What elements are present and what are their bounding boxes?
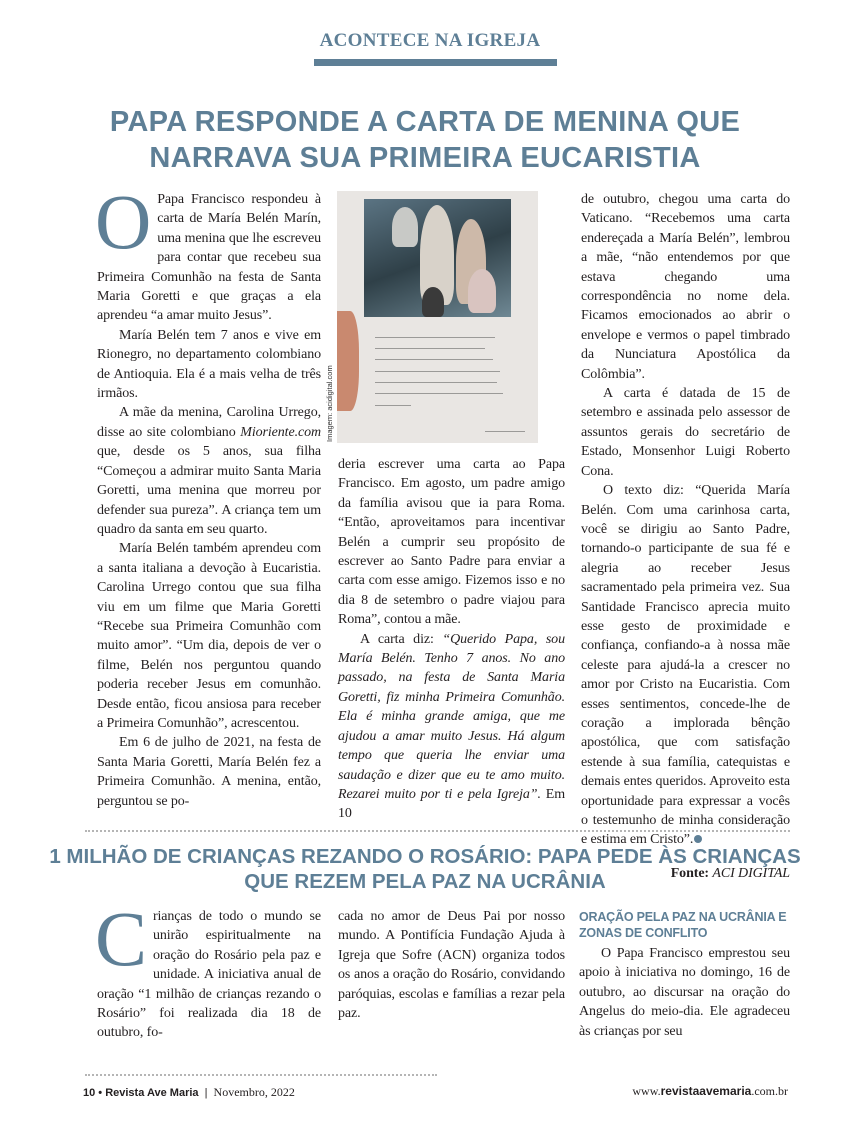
paragraph-text: que, desde os 5 anos, sua filha “Começou a admirar muito Santa Maria Goretti, uma menina que morreu por defender sua pureza”. A criança tem um quadro da santa em seu quarto. [97, 444, 321, 537]
paragraph-text: Em 10 [338, 786, 565, 822]
paragraph [95, 178, 321, 326]
section-tag: ACONTECE NA IGREJA [319, 30, 541, 51]
family-photo [364, 199, 511, 317]
section-divider [85, 830, 790, 832]
paragraph-text: O texto diz: “Querida María Belén. Com uma carinhosa carta, você se dirigiu ao Santo Padre, tornando-o participante de sua fé e alegria ao receber Jesus sacramentado pela primeira vez. Sua Santidade Francisco aprecia muito esse gesto de proximidade e confiança, confiando-a à nossa mãe celeste para ajudá-la a crescer no amor por Cristo na Eucaristia. Com esses sentimentos, concede-lhe de coração a implorada bênção apostólica, que com satisfação estende à sua família, catequistas e demais entes queridos. Aproveito esta oportunidade para expressar a vocês o testemunho de minha consideração e estima em Cristo”. [581, 483, 790, 848]
article2-column-3 [579, 909, 790, 1041]
article1-column-1 [95, 178, 321, 811]
url-prefix: www. [632, 1084, 661, 1098]
subheading: ORAÇÃO PELA PAZ NA UCRÂNIA E ZONAS DE CONFLITO [579, 910, 787, 940]
drop-cap: C [95, 895, 147, 982]
paragraph: de outubro, chegou uma carta do Vaticano. “Recebemos uma carta endereçada a María Belén”, lembrou a mãe, “não entendemos por que estava chegando uma correspondência no nome dela. Ficamos emocionados ao abrir o envelope e vermos o papel timbrado da Nunciatura Apostólica da Colômbia”. [581, 192, 790, 382]
paragraph [338, 630, 565, 824]
paragraph: María Belén também aprendeu com a santa italiana a devoção à Eucaristia. Carolina Urrego contou que sua filha viu em um filme que Maria Goretti “Recebe sua Primeira Comunhão com muito amor”. “Um dia, depois de ver o filme, Belén nos perguntou quando poderia receber Jesus em comunhão. Desde então, ficou ansiosa para receber a Primeira Comunhão”, acrescentou. [97, 541, 321, 731]
hand [337, 311, 359, 411]
page-number: 10 • Revista Ave Maria [83, 1087, 199, 1099]
letter-quote: “Querido Papa, sou María Belén. Tenho 7 anos. No ano passado, na festa de Santa Maria Goretti, fiz minha Primeira Comunhão. Ela é minha grande amiga, que me ajudou a amar muito Jesus. Há algum tempo que queria lhe enviar uma saudação e dizer que eu te amo muito. Rezarei muito por ti e pela Igreja”. [338, 631, 565, 802]
url-domain: revistaavemaria [660, 1084, 752, 1098]
paragraph: deria escrever uma carta ao Papa Francisco. Em agosto, um padre amigo da família avisou que ia para Roma. “Então, aproveitamos para incentivar Belén a cumprir seu propósito de escrever ao Santo Padre para enviar a carta com esse amigo. Fizemos isso e no dia 8 de setembro o padre viajou para Roma”, contou a mãe. [338, 457, 565, 628]
letter-photo [337, 191, 538, 443]
end-mark-icon [694, 835, 702, 843]
footer-website[interactable] [632, 1084, 788, 1099]
photo-credit: Imagem: acidigital.com [325, 365, 334, 442]
paragraph [97, 403, 321, 539]
article2-column-1 [95, 895, 321, 1043]
section-bar [314, 59, 557, 66]
site-name: Mioriente.com [240, 424, 321, 440]
url-suffix: .com.br [751, 1084, 788, 1098]
article2-column-2 [338, 907, 565, 1023]
footer-divider [85, 1074, 437, 1076]
paragraph-text: rianças de todo o mundo se unirão espiritualmente na oração do Rosário pela paz e unidade. A iniciativa anual de oração “1 milhão de crianças rezando o Rosário” foi realizada dia 18 de outubro, fo- [97, 909, 321, 1041]
paragraph [95, 895, 321, 1043]
issue-date: Novembro, 2022 [213, 1085, 295, 1099]
article1-column-3 [581, 190, 790, 883]
paragraph: A carta é datada de 15 de setembro e assinada pelo assessor de assuntos gerais do secretário de Estado, Monsenhor Luigi Roberto Cona. [581, 386, 790, 479]
source-label: Fonte: [670, 865, 709, 881]
paragraph [581, 481, 790, 850]
paragraph: Em 6 de julho de 2021, na festa de Santa Maria Goretti, María Belén fez a Primeira Comunhão. A menina, então, perguntou se po- [97, 735, 321, 809]
paragraph-text: Papa Francisco respondeu à carta de María Belén Marín, uma menina que lhe escreveu para contar que recebeu sua Primeira Comunhão na festa de Santa Maria Goretti e que graças a ela aprendeu “a amar muito Jesus”. [97, 192, 321, 324]
article2-headline: 1 MILHÃO DE CRIANÇAS REZANDO O ROSÁRIO: PAPA PEDE ÀS CRIANÇAS QUE REZEM PELA PAZ NA UCRÂNIA [49, 845, 801, 893]
separator: | [204, 1087, 208, 1099]
paragraph: cada no amor de Deus Pai por nosso mundo. A Pontifícia Fundação Ajuda à Igreja que Sofre (ACN) organiza todos os anos a oração do Rosário, convidando paróquias, escolas e famílias a rezar pela paz. [338, 909, 565, 1022]
drop-cap: O [95, 178, 152, 265]
source-name: ACI DIGITAL [712, 865, 790, 881]
paragraph: O Papa Francisco emprestou seu apoio à iniciativa no domingo, 16 de outubro, ao discursar na oração do Angelus do meio-dia. Ele agradeceu às crianças por seu [579, 946, 790, 1039]
paragraph-text: A carta diz: [360, 631, 443, 647]
article-headline: PAPA RESPONDE A CARTA DE MENINA QUE NARRAVA SUA PRIMEIRA EUCARISTIA [109, 106, 741, 174]
paragraph-text: A mãe da menina, Carolina Urrego, disse ao site colombiano [97, 405, 321, 440]
footer-page-info [83, 1085, 295, 1100]
paragraph: María Belén tem 7 anos e vive em Rionegro, no departamento colombiano de Antioquia. Ela é a mais velha de três irmãos. [97, 327, 321, 402]
article1-column-2 [338, 455, 565, 824]
